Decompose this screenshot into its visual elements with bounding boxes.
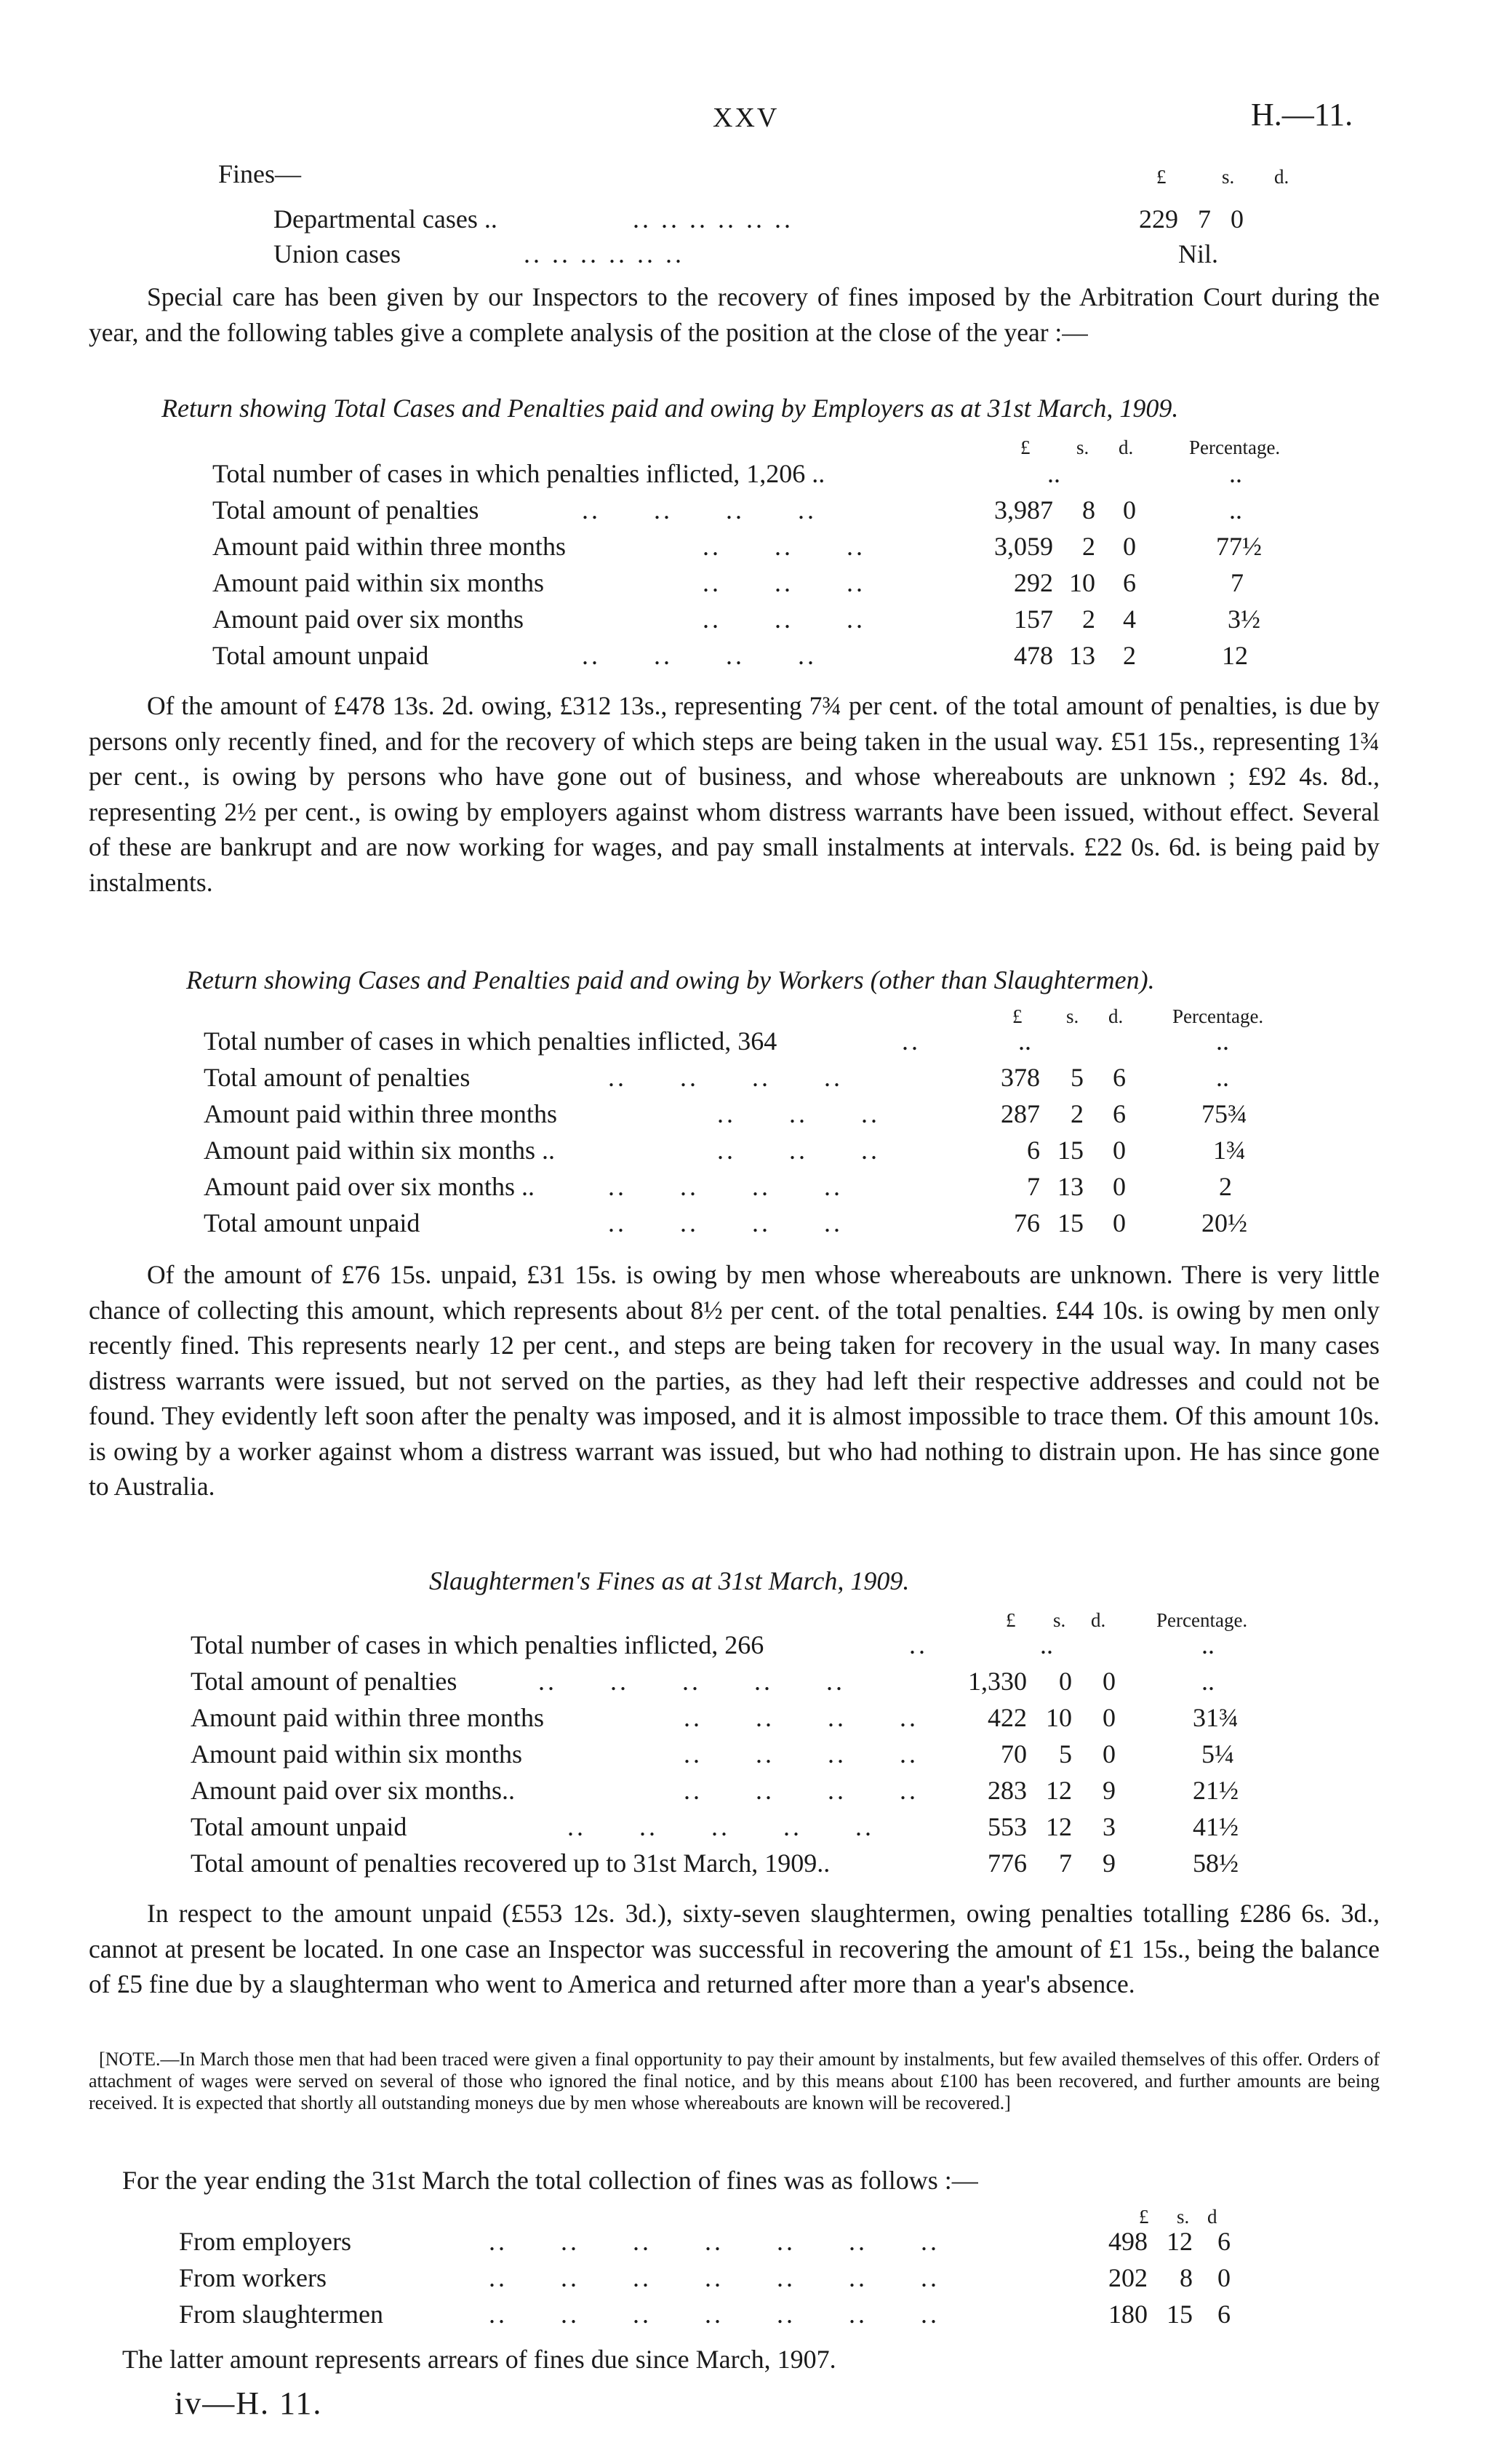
- table-row-shillings: 8: [1180, 2263, 1193, 2292]
- workers-table-title: Return showing Cases and Penalties paid and owing by Workers (other than Slaughtermen).: [186, 965, 1155, 994]
- table-row-shillings: 2: [1071, 1099, 1084, 1128]
- table-row-label: Amount paid within three months: [191, 1703, 544, 1732]
- table-row-dots: .. .. .. .. .. .. ..: [489, 2300, 940, 2329]
- table-row-percentage: 58½: [1193, 1849, 1239, 1878]
- table-row-shillings: 13: [1069, 641, 1095, 670]
- table-row-label: From workers: [179, 2263, 327, 2292]
- fines-col-shillings: s.: [1222, 166, 1235, 188]
- footer-signature: iv—H. 11.: [175, 2385, 323, 2421]
- table-row-pounds: 287: [1001, 1099, 1040, 1128]
- slaughtermen-col-pence: d.: [1091, 1609, 1106, 1631]
- table-row-shillings: 13: [1057, 1172, 1084, 1201]
- table-row-pounds: 378: [1001, 1063, 1040, 1092]
- collection-col-pounds: £: [1139, 2206, 1149, 2228]
- table-row-pence: 6: [1217, 2300, 1231, 2329]
- note-block: [89, 2049, 1380, 2114]
- employers-table-title: Return showing Total Cases and Penalties paid and owing by Employers as at 31st March, 1909.: [161, 394, 1179, 423]
- table-row-dots: .. .. .. ..: [608, 1208, 843, 1237]
- table-row-shillings: 0: [1059, 1667, 1072, 1696]
- employers-col-pence: d.: [1119, 436, 1134, 458]
- paragraph-workers-unpaid: [89, 1257, 1380, 1504]
- closing-sentence: The latter amount represents arrears of fines due since March, 1907.: [122, 2345, 836, 2374]
- table-row-percentage: ..: [1216, 1063, 1229, 1092]
- table-row-shillings: 2: [1082, 532, 1095, 561]
- table-row-pence: 9: [1103, 1776, 1116, 1805]
- table-row-pence: 0: [1113, 1172, 1126, 1201]
- table-row-dots: .. .. .. .. ..: [538, 1667, 845, 1696]
- table-row-pence: 0: [1113, 1208, 1126, 1237]
- table-row-dots: .. .. .. ..: [684, 1703, 919, 1732]
- employers-col-shillings: s.: [1076, 436, 1089, 458]
- table-row-shillings: 12: [1167, 2227, 1193, 2256]
- table-row-pounds: 3,987: [994, 495, 1053, 525]
- employers-col-pounds: £: [1020, 436, 1031, 458]
- table-row-percentage: 20½: [1201, 1208, 1247, 1237]
- paragraph-slaughtermen-unpaid: [89, 1896, 1380, 2002]
- table-row-percentage: ..: [1229, 459, 1242, 488]
- table-row-percentage: ..: [1201, 1630, 1215, 1659]
- table-row-pounds: 6: [1027, 1136, 1040, 1165]
- table-row-label: Amount paid within six months: [191, 1739, 523, 1769]
- paragraph-text: Of the amount of £478 13s. 2d. owing, £312 13s., representing 7¾ per cent. of the total amount of penalties, is due by persons only recently fined, and for the recovery of which steps are being taken in the usual way. £51 15s., representing 1¾ per cent., is owing by persons who have gone out of business, and whose whereabouts are unknown ; £92 4s. 8d., representing 2½ per cent., is owing by employers against whom distress warrants have been issued, without effect. Several of these are bankrupt and are now working for wages, and pay small instalments at intervals. £22 0s. 6d. is being paid by instalments.: [89, 691, 1380, 897]
- table-row-percentage: 12: [1222, 641, 1248, 670]
- table-row-pence: 6: [1217, 2227, 1231, 2256]
- table-row-pounds: 157: [1014, 605, 1053, 634]
- table-row-pounds: 478: [1014, 641, 1053, 670]
- table-row-dots: .. .. .. .. .. .. ..: [489, 2227, 940, 2256]
- table-row-shillings: 12: [1046, 1812, 1072, 1841]
- table-row-pence: 6: [1123, 568, 1136, 597]
- table-row-label: From slaughtermen: [179, 2300, 383, 2329]
- table-row-dots: .. .. .. ..: [684, 1776, 919, 1805]
- table-row-shillings: 5: [1059, 1739, 1072, 1769]
- table-row-percentage: 5¼: [1201, 1739, 1234, 1769]
- paragraph-special-care: [89, 279, 1380, 350]
- table-row-label: Total amount of penalties: [191, 1667, 457, 1696]
- table-row-dots: .. .. ..: [703, 568, 865, 597]
- table-row-shillings: 5: [1071, 1063, 1084, 1092]
- table-row-pounds: 283: [988, 1776, 1027, 1805]
- table-row-pounds: ..: [1040, 1630, 1053, 1659]
- table-row-label: Amount paid within six months: [212, 568, 545, 597]
- table-row-dots: .. .. .. .. .. .. ..: [489, 2263, 940, 2292]
- table-row-shillings: 10: [1046, 1703, 1072, 1732]
- table-row-label: Amount paid within three months: [212, 532, 566, 561]
- table-row-pounds: 180: [1108, 2300, 1148, 2329]
- workers-col-pence: d.: [1108, 1005, 1124, 1027]
- slaughtermen-table-title: Slaughtermen's Fines as at 31st March, 1909.: [429, 1566, 910, 1595]
- fines-union-value: Nil.: [1178, 239, 1219, 268]
- fines-departmental-label: Departmental cases ..: [273, 204, 497, 234]
- table-row-dots: .. .. .. ..: [582, 641, 817, 670]
- fines-union-label: Union cases: [273, 239, 401, 268]
- table-row-pence: 0: [1123, 532, 1136, 561]
- table-row-dots: .. .. .. .. ..: [567, 1812, 874, 1841]
- table-row-pence: 0: [1103, 1739, 1116, 1769]
- table-row-label: From employers: [179, 2227, 351, 2256]
- table-row-pounds: 1,330: [968, 1667, 1027, 1696]
- fines-departmental-value: 229 7 0: [1139, 204, 1244, 234]
- table-row-percentage: ..: [1229, 495, 1242, 525]
- table-row-shillings: 8: [1082, 495, 1095, 525]
- table-row-dots: ..: [902, 1026, 921, 1056]
- table-row-label: Amount paid over six months ..: [204, 1172, 535, 1201]
- table-row-pence: 0: [1217, 2263, 1231, 2292]
- note-text: [NOTE.—In March those men that had been traced were given a final opportunity to pay their amount by instalments, but few availed themselves of this offer. Orders of attachment of wages were served on several of those who ignored the final notice, and by this means about £100 has been recovered, and further amounts are being received. It is expected that shortly all outstanding moneys due by men whose whereabouts are known will be recovered.]: [89, 2049, 1380, 2113]
- document-ref: H.—11.: [1251, 97, 1353, 132]
- table-row-label: Total number of cases in which penalties inflicted, 1,206 ..: [212, 459, 825, 488]
- table-row-percentage: 41½: [1193, 1812, 1239, 1841]
- table-row-percentage: 75¾: [1201, 1099, 1247, 1128]
- table-row-pence: 6: [1113, 1063, 1126, 1092]
- table-row-dots: .. .. .. ..: [608, 1172, 843, 1201]
- table-row-percentage: 31¾: [1193, 1703, 1239, 1732]
- fines-departmental-dots: .. .. .. .. .. ..: [633, 204, 793, 234]
- paragraph-text: Of the amount of £76 15s. unpaid, £31 15s. is owing by men whose whereabouts are unknown. There is very little chance of collecting this amount, which represents about 8½ per cent. of the total penalties. £44 10s. is owing by men only recently fined. This represents nearly 12 per cent., and steps are being taken for recovery in the usual way. In many cases distress warrants were issued, but not served on the parties, as they had left their respective addresses and could not be found. They evidently left soon after the penalty was imposed, and it is almost impossible to trace them. Of this amount 10s. is owing by a worker against whom a distress warrant was issued, but who had nothing to distrain upon. He has since gone to Australia.: [89, 1260, 1380, 1501]
- table-row-label: Total number of cases in which penalties inflicted, 266: [191, 1630, 764, 1659]
- table-row-pence: 0: [1103, 1667, 1116, 1696]
- employers-col-percentage: Percentage.: [1189, 436, 1281, 458]
- table-row-shillings: 15: [1057, 1208, 1084, 1237]
- table-row-percentage: 21½: [1193, 1776, 1239, 1805]
- table-row-shillings: 10: [1069, 568, 1095, 597]
- table-row-pounds: ..: [1047, 459, 1060, 488]
- workers-col-shillings: s.: [1066, 1005, 1079, 1027]
- table-row-percentage: 2: [1219, 1172, 1232, 1201]
- table-row-label: Amount paid over six months: [212, 605, 524, 634]
- table-row-dots: .. .. ..: [703, 532, 865, 561]
- fines-label: Fines—: [218, 159, 302, 188]
- table-row-pence: 6: [1113, 1099, 1126, 1128]
- table-row-percentage: ..: [1201, 1667, 1215, 1696]
- table-row-pence: 3: [1103, 1812, 1116, 1841]
- table-row-percentage: 3½: [1228, 605, 1260, 634]
- paragraph-text: Special care has been given by our Inspectors to the recovery of fines imposed by the Arbitration Court during the year, and the following tables give a complete analysis of the position at the close of the year :—: [89, 282, 1380, 347]
- table-row-pence: 4: [1123, 605, 1136, 634]
- table-row-pence: 0: [1113, 1136, 1126, 1165]
- table-row-shillings: 12: [1046, 1776, 1072, 1805]
- paragraph-employers-owing: [89, 688, 1380, 900]
- table-row-pounds: 76: [1014, 1208, 1040, 1237]
- table-row-pounds: 70: [1001, 1739, 1027, 1769]
- collection-intro: For the year ending the 31st March the total collection of fines was as follows :—: [122, 2166, 978, 2195]
- table-row-label: Total number of cases in which penalties inflicted, 364: [204, 1026, 777, 1056]
- table-row-label: Total amount unpaid: [204, 1208, 420, 1237]
- table-row-pence: 9: [1103, 1849, 1116, 1878]
- table-row-pounds: 292: [1014, 568, 1053, 597]
- table-row-pence: 0: [1103, 1703, 1116, 1732]
- table-row-label: Amount paid over six months..: [191, 1776, 515, 1805]
- table-row-pounds: 498: [1108, 2227, 1148, 2256]
- table-row-pounds: 553: [988, 1812, 1027, 1841]
- table-row-pounds: 422: [988, 1703, 1027, 1732]
- table-row-label: Amount paid within six months ..: [204, 1136, 556, 1165]
- table-row-percentage: 77½: [1216, 532, 1262, 561]
- table-row-pence: 0: [1123, 495, 1136, 525]
- slaughtermen-col-percentage: Percentage.: [1156, 1609, 1248, 1631]
- table-row-label: Total amount of penalties: [204, 1063, 471, 1092]
- workers-col-percentage: Percentage.: [1172, 1005, 1264, 1027]
- table-row-shillings: 15: [1057, 1136, 1084, 1165]
- collection-col-shillings: s.: [1177, 2206, 1190, 2228]
- table-row-dots: .. .. ..: [717, 1099, 880, 1128]
- slaughtermen-col-pounds: £: [1006, 1609, 1016, 1631]
- table-row-shillings: 2: [1082, 605, 1095, 634]
- table-row-pounds: 776: [988, 1849, 1027, 1878]
- table-row-dots: .. .. .. ..: [684, 1739, 919, 1769]
- fines-col-pence: d.: [1274, 166, 1289, 188]
- table-row-dots: ..: [909, 1630, 928, 1659]
- table-row-dots: .. .. .. ..: [608, 1063, 843, 1092]
- table-row-pounds: 202: [1108, 2263, 1148, 2292]
- table-row-dots: .. .. .. ..: [582, 495, 817, 525]
- table-row-label: Total amount unpaid: [191, 1812, 407, 1841]
- table-row-pounds: 3,059: [994, 532, 1053, 561]
- slaughtermen-col-shillings: s.: [1053, 1609, 1066, 1631]
- paragraph-text: In respect to the amount unpaid (£553 12s. 3d.), sixty-seven slaughtermen, owing penalties totalling £286 6s. 3d., cannot at present be located. In one case an Inspector was successful in recovering the amount of £1 15s., being the balance of £5 fine due by a slaughterman who went to America and returned after more than a year's absence.: [89, 1899, 1380, 1998]
- table-row-label: Total amount of penalties: [212, 495, 479, 525]
- table-row-dots: .. .. ..: [717, 1136, 880, 1165]
- table-row-percentage: ..: [1216, 1026, 1229, 1056]
- table-row-shillings: 7: [1059, 1849, 1072, 1878]
- collection-col-pence: d: [1207, 2206, 1217, 2228]
- table-row-pounds: ..: [1018, 1026, 1031, 1056]
- table-row-label: Total amount unpaid: [212, 641, 429, 670]
- page-number: XXV: [713, 103, 780, 133]
- table-row-percentage: 7: [1231, 568, 1244, 597]
- workers-col-pounds: £: [1012, 1005, 1023, 1027]
- table-row-percentage: 1¾: [1213, 1136, 1246, 1165]
- table-row-pence: 2: [1123, 641, 1136, 670]
- table-row-shillings: 15: [1167, 2300, 1193, 2329]
- fines-col-pounds: £: [1156, 166, 1167, 188]
- table-row-label: Amount paid within three months: [204, 1099, 557, 1128]
- table-row-pounds: 7: [1027, 1172, 1040, 1201]
- table-row-label: Total amount of penalties recovered up to 31st March, 1909..: [191, 1849, 831, 1878]
- table-row-dots: .. .. ..: [703, 605, 865, 634]
- fines-union-dots: .. .. .. .. .. ..: [524, 239, 684, 268]
